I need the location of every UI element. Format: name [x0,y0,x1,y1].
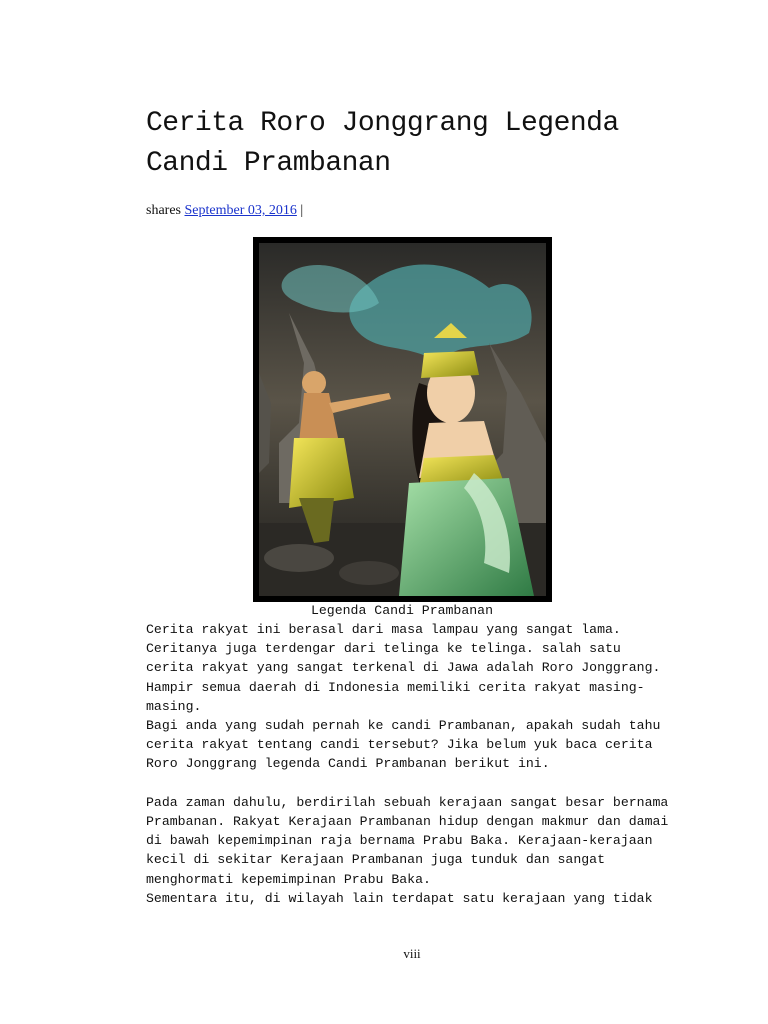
paragraph-spacer [146,774,666,793]
body-line: masing. [146,698,202,714]
body-line: Roro Jonggrang legenda Candi Prambanan berikut ini. [146,756,550,772]
page-number: viii [403,946,421,961]
shares-label: shares [146,203,181,218]
body-line: Ceritanya juga terdengar dari telinga ke telinga. salah satu [146,641,621,657]
body-line: menghormati kepemimpinan Prabu Baka. [146,871,431,887]
illustration-frame [253,237,552,602]
body-line: Sementara itu, di wilayah lain terdapat satu kerajaan yang tidak [146,890,653,906]
body-line: Pada zaman dahulu, berdirilah sebuah kerajaan sangat besar bernama [146,794,669,810]
body-line: Bagi anda yang sudah pernah ke candi Prambanan, apakah sudah tahu [146,718,661,734]
body-line: Hampir semua daerah di Indonesia memiliki cerita rakyat masing- [146,679,645,695]
body-line: Cerita rakyat ini berasal dari masa lampau yang sangat lama. [146,622,621,637]
figure-caption: Legenda Candi Prambanan [310,603,494,618]
article-body [146,620,669,908]
article-meta [146,202,303,220]
body-line: di bawah kepemimpinan raja bernama Prabu Baka. Kerajaan-kerajaan [146,833,653,849]
roro-jonggrang-illustration [259,243,546,596]
article-title: Cerita Roro Jonggrang Legenda Candi Prambanan [146,108,619,179]
body-line: cerita rakyat yang sangat terkenal di Jawa adalah Roro Jonggrang. [146,660,661,676]
body-line: cerita rakyat tentang candi tersebut? Jika belum yuk baca cerita [146,737,653,753]
date-link[interactable]: September 03, 2016 [184,203,297,218]
body-line: Prambanan. Rakyat Kerajaan Prambanan hidup dengan makmur dan damai [146,814,669,830]
meta-separator: | [300,203,304,218]
body-line: kecil di sekitar Kerajaan Prambanan juga tunduk dan sangat [146,852,605,868]
